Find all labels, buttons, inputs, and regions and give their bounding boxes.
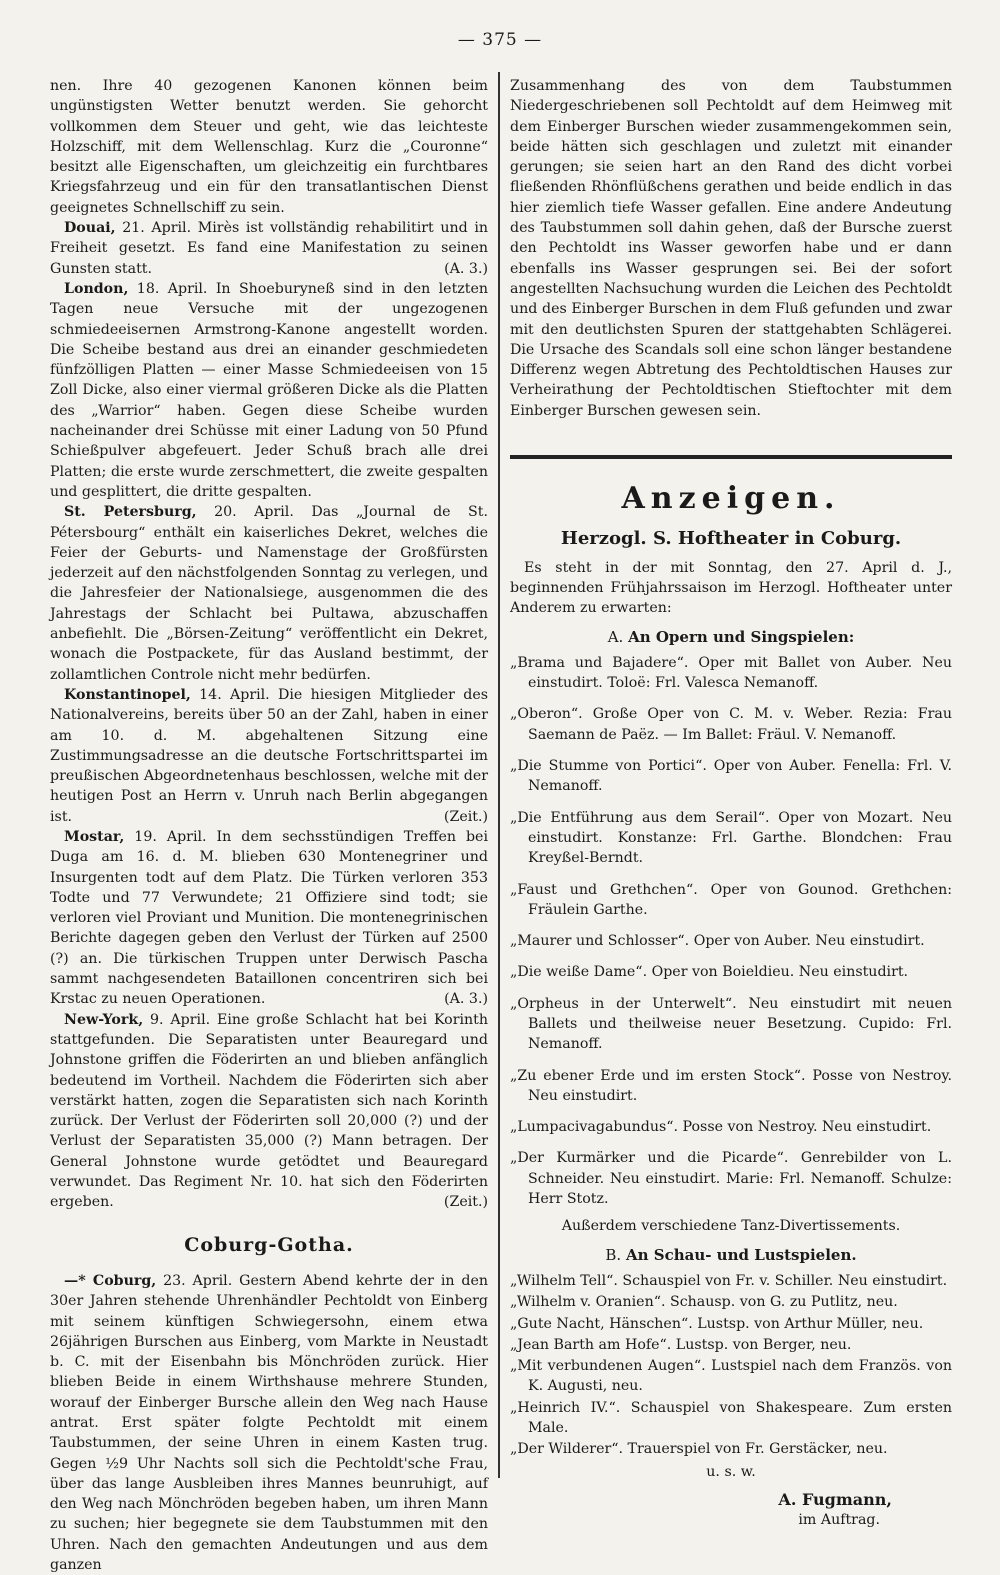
section-letter: A. bbox=[607, 627, 629, 646]
list-item: „Jean Barth am Hofe“. Lustsp. von Berger, neu. bbox=[510, 1336, 852, 1353]
dateline: New-York, bbox=[64, 1011, 144, 1028]
article-london bbox=[50, 279, 488, 502]
dateline: St. Petersburg, bbox=[64, 504, 197, 521]
article-text: 18. April. In Shoeburyneß sind in den letzten Tagen neue Versuche mit der ungezogenen schmiedeeisernen Armstrong-Kanone angestellt worden. Die Scheibe bestand aus drei an einander geschmiedeten fünfzölligen Platten — einer Masse Schmiedeeisen von 15 Zoll Dicke, also einer viermal größeren Dicke als die Platten des „Warrior“ haben. Gegen diese Scheibe wurden nacheinander drei Schüsse mit einer Ladung von 50 Pfund Schießpulver abgefeuert. Jeder Schuß brach alle drei Platten; die erste wurde zerschmettert, die zweite gespalten und gesplittert, die dritte gespalten. bbox=[50, 280, 488, 500]
section-divider bbox=[510, 455, 952, 459]
article-text: 19. April. In dem sechsstündigen Treffen bei Duga am 16. d. M. blieben 630 Montenegriner und Insurgenten todt auf dem Platz. Die Türken verloren 353 Todte und 77 Verwundete; 21 Offiziere sind todt; sie verloren viel Proviant und Munition. Die montenegrinischen Berichte dagegen geben den Verlust der Türken auf 2500 (?) an. Die türkischen Truppen unter Derwisch Pascha sammt nachgesendeten Bataillonen concentriren sich bei Krstac zu neuen Operationen. bbox=[50, 828, 488, 1008]
section-letter: B. bbox=[605, 1245, 626, 1264]
left-column bbox=[50, 76, 488, 1574]
signoff-name: A. Fugmann, bbox=[778, 1489, 892, 1509]
section-label: An Schau- und Lustspielen. bbox=[625, 1245, 857, 1264]
column-divider bbox=[498, 72, 500, 1478]
article-continuation: nen. Ihre 40 gezogenen Kanonen können beim ungünstigsten Wetter benutzt werden. Sie gehorcht vollkommen dem Steuer und geht, wie das leichteste Holzschiff, mit dem Wellenschlag. Kurz die „Couronne“ besitzt alle Eigenschaften, um gleichzeitig ein furchtbares Kriegsfahrzeug und ein für den transatlantischen Dienst geeignetes Schnellschiff zu sein. bbox=[50, 78, 488, 216]
list-item: „Der Wilderer“. Trauerspiel von Fr. Gerstäcker, neu. bbox=[510, 1441, 888, 1458]
list-item: „Faust und Grethchen“. Oper von Gounod. Grethchen: Fräulein Garthe. bbox=[510, 881, 952, 918]
list-item: „Die Stumme von Portici“. Oper von Auber. Fenella: Frl. V. Nemanoff. bbox=[510, 758, 952, 795]
article-mostar bbox=[50, 827, 488, 1010]
dateline: Konstantinopel, bbox=[64, 686, 191, 703]
list-item: „Gute Nacht, Hänschen“. Lustsp. von Arthur Müller, neu. bbox=[510, 1315, 924, 1332]
article-douai bbox=[50, 218, 488, 279]
source-tag: (A. 3.) bbox=[444, 260, 488, 277]
list-item: „Oberon“. Große Oper von C. M. v. Weber. Rezia: Frau Saemann de Paëz. — Im Ballet: Fräul. V. Nemanoff. bbox=[510, 706, 952, 743]
section-label: An Opern und Singspielen: bbox=[628, 627, 855, 646]
ads-subheading: Herzogl. S. Hoftheater in Coburg. bbox=[560, 528, 902, 550]
signoff-role: im Auftrag. bbox=[798, 1512, 880, 1529]
list-item: „Der Kurmärker und die Picarde“. Genrebilder von L. Schneider. Neu einstudirt. Marie: Frl. Nemanoff. Schulze: Herr Stotz. bbox=[510, 1150, 952, 1208]
article-petersburg bbox=[50, 502, 488, 685]
article-text: 23. April. Gestern Abend kehrte der in den 30er Jahren stehende Uhrenhändler Pechtoldt von Einberg mit seinem künftigen Schwiegersohn, einem etwa 26jährigen Burschen aus Einberg, vom Markte in Neustadt b. C. mit der Eisenbahn bis Mönchröden zurück. Hier blieben Beide in einem Wirthshause mehrere Stunden, worauf der Einberger Bursche allein den Weg nach Hause antrat. Erst später folgte Pechtoldt mit einem Taubstummen, der seine Uhren in einem Kasten trug. Gegen ½9 Uhr Nachts soll sich die Pechtoldt'sche Frau, über das lange Ausbleiben ihres Mannes beunruhigt, auf den Weg nach Mönchröden begeben haben, um ihren Mann zu suchen; hier begegnete sie dem Taubstummen mit den Uhren. Nach den gemachten Andeutungen und aus dem ganzen bbox=[50, 1272, 488, 1574]
source-tag: (Zeit.) bbox=[443, 1194, 488, 1211]
dateline: Mostar, bbox=[64, 828, 125, 845]
article-text: 9. April. Eine große Schlacht hat bei Korinth stattgefunden. Die Separatisten unter Beauregard und Johnstone griffen die Föderirten an und blieben anfänglich bedeutend im Vortheil. Nachdem die Föderirten sich aber verstärkt hatten, zogen die Separatisten sich nach Korinth zurück. Der Verlust der Föderirten soll 20,000 (?) und der Verlust der Separatisten 35,000 (?) Mann betragen. Der General Johnstone wurde getödtet und Beauregard verwundet. Das Regiment Nr. 10. hat sich den Föderirten ergeben. bbox=[50, 1011, 488, 1211]
list-item: „Orpheus in der Unterwelt“. Neu einstudirt mit neuen Ballets und theilweise neuer Besetzung. Cupido: Frl. Nemanoff. bbox=[510, 995, 952, 1053]
ads-intro: Es steht in der mit Sonntag, den 27. April d. J., beginnenden Frühjahrssaison im Herzogl. Hoftheater unter Anderem zu erwarten: bbox=[510, 559, 952, 617]
article-new-york bbox=[50, 1010, 488, 1213]
article-continuation: Zusammenhang des von dem Taubstummen Niedergeschriebenen soll Pechtoldt auf dem Heimweg mit dem Einberger Burschen wieder zusammengekommen sein, beide hätten sich geschlagen und zuletzt mit einander gerungen; sie seien hart an den Rand des dicht vorbei fließenden Rhönflüßchens gerathen und beide endlich in das hier ziemlich tiefe Wasser gefallen. Eine andere Andeutung des Taubstummen soll dahin gehen, daß der Bursche zuerst den Pechtoldt ins Wasser geworfen habe und er dann ebenfalls ins Wasser gesprungen sei. Bei der sofort angestellten Nachsuchung wurden die Leichen des Pechtoldt und des Einberger Burschen in dem Fluß gefunden und zwar mit den deutlichsten Spuren der stattgehabten Schlägerei. Die Ursache des Scandals soll eine schon länger bestandene Differenz wegen Abtretung des Pechtoldtischen Hauses zur Verheirathung der Pechtoldtischen Stieftochter mit dem Einberger Burschen gewesen sein. bbox=[510, 78, 952, 419]
dateline: Douai, bbox=[64, 220, 116, 237]
list-item: „Die weiße Dame“. Oper von Boieldieu. Neu einstudirt. bbox=[510, 964, 909, 981]
article-coburg bbox=[50, 1271, 488, 1575]
section-title: Coburg-Gotha. bbox=[184, 1233, 354, 1256]
article-konstantinopel bbox=[50, 685, 488, 827]
ads-heading: Anzeigen. bbox=[621, 481, 841, 517]
list-item: „Lumpacivagabundus“. Posse von Nestroy. Neu einstudirt. bbox=[510, 1119, 932, 1136]
ads-section-a bbox=[510, 627, 952, 647]
list-item: „Die Entführung aus dem Serail“. Oper von Mozart. Neu einstudirt. Konstanze: Frl. Garthe. Blondchen: Frau Kreyßel-Berndt. bbox=[510, 809, 952, 867]
list-item: „Maurer und Schlosser“. Oper von Auber. Neu einstudirt. bbox=[510, 933, 925, 950]
list-item: „Heinrich IV.“. Schauspiel von Shakespeare. Zum ersten Male. bbox=[510, 1399, 952, 1437]
dateline: —* Coburg, bbox=[64, 1272, 157, 1289]
article-text: 21. April. Mirès ist vollständig rehabilitirt und in Freiheit gesetzt. Es fand eine Manifestation zu seinen Gunsten statt. bbox=[50, 220, 488, 277]
list-item: „Zu ebener Erde und im ersten Stock“. Posse von Nestroy. Neu einstudirt. bbox=[510, 1067, 952, 1104]
page-number: — 375 — bbox=[457, 30, 543, 50]
list-item: „Brama und Bajadere“. Oper mit Ballet von Auber. Neu einstudirt. Toloë: Frl. Valesca Nemanoff. bbox=[510, 654, 952, 692]
signoff-etc: u. s. w. bbox=[706, 1463, 756, 1480]
article-text: 20. April. Das „Journal de St. Pétersbourg“ enthält ein kaiserliches Dekret, welches die Feier der Geburts- und Namenstage der Großfürsten jederzeit auf den nächstfolgenden Sonntag zu verlegen, und die Jahresfeier der Nationalsiege, ausgenommen die des Jahrestags der Schlacht bei Pultawa, abzuschaffen anbefiehlt. Die „Börsen-Zeitung“ veröffentlicht ein Dekret, wonach die Postpackete, für das Ausland bestimmt, der zollamtlichen Controle nicht mehr bedürfen. bbox=[50, 504, 488, 683]
source-tag: (A. 3.) bbox=[444, 991, 488, 1008]
article-text: 14. April. Die hiesigen Mitglieder des Nationalvereins, bereits über 50 an der Zahl, haben in einer am 10. d. M. abgehaltenen Sitzung eine Zustimmungsadresse an die deutsche Fortschrittspartei im preußischen Abgeordnetenhaus beschlossen, welche mit der heutigen Post an Herrn v. Unruh nach Berlin abgegangen ist. bbox=[50, 686, 488, 825]
dateline: London, bbox=[64, 280, 129, 297]
right-column bbox=[510, 76, 952, 1529]
list-note: Außerdem verschiedene Tanz-Divertissements. bbox=[561, 1218, 901, 1235]
list-item: „Wilhelm Tell“. Schauspiel von Fr. v. Schiller. Neu einstudirt. bbox=[510, 1272, 948, 1289]
source-tag: (Zeit.) bbox=[443, 808, 488, 825]
list-item: „Wilhelm v. Oranien“. Schausp. von G. zu Putlitz, neu. bbox=[510, 1294, 898, 1311]
ads-section-b bbox=[510, 1245, 952, 1265]
list-item: „Mit verbundenen Augen“. Lustspiel nach dem Französ. von K. Augusti, neu. bbox=[510, 1358, 952, 1395]
